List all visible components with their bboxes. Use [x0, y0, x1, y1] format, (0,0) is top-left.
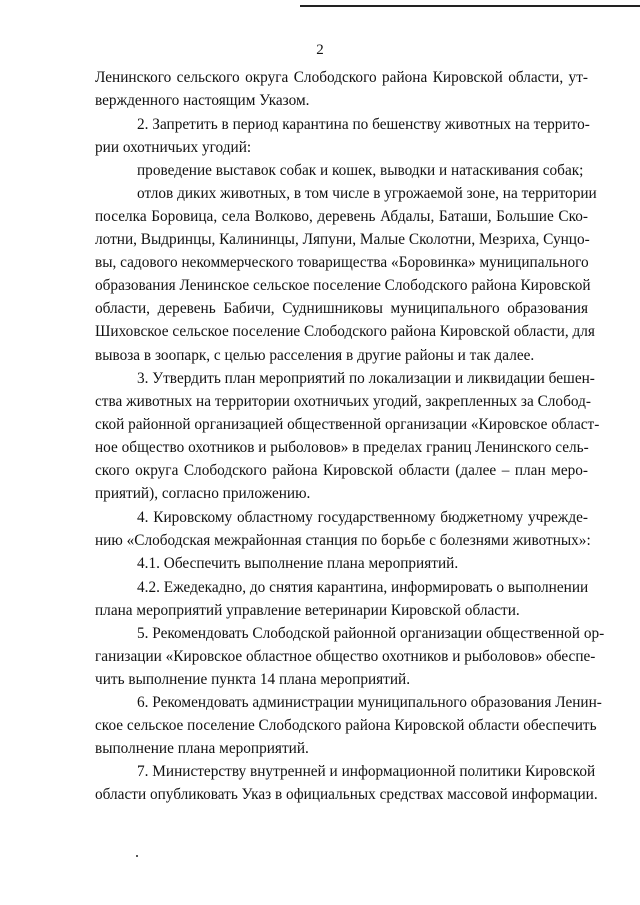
text-line: лотни, Выдринцы, Калининцы, Ляпуни, Малые Сколотни, Мезриха, Сунцо- — [95, 231, 590, 248]
text-line: ганизации «Кировское областное общество охотников и рыболовов» обеспе- — [95, 648, 596, 665]
text-line: ское сельское поселение Слободского района Кировской области обеспечить — [95, 717, 597, 734]
text-line: рии охотничьих угодий: — [95, 139, 252, 156]
text-line: вы, садового некоммерческого товарищества «Боровинка» муниципального — [95, 254, 589, 271]
text-line: 4.2. Ежедекадно, до снятия карантина, информировать о выполнении — [137, 579, 589, 596]
text-line: образования Ленинское сельское поселение Слободского района Кировской — [95, 277, 591, 294]
text-line: 4. Кировскому областному государственному бюджетному учрежде- — [137, 509, 588, 526]
text-line: Ленинского сельского округа Слободского района Кировской области, ут- — [95, 69, 588, 86]
text-line: 3. Утвердить план мероприятий по локализации и ликвидации бешен- — [137, 370, 595, 387]
text-line: 4.1. Обеспечить выполнение плана мероприятий. — [137, 555, 459, 572]
text-line: вывоза в зоопарк, с целью расселения в другие районы и так далее. — [95, 347, 535, 364]
text-line: приятий), согласно приложению. — [95, 485, 311, 502]
text-line: ской районной организацией общественной организации «Кировское област- — [95, 416, 600, 433]
text-line: области опубликовать Указ в официальных средствах массовой информации. — [95, 786, 598, 803]
scan-speck — [136, 855, 138, 857]
text-line: Шиховское сельское поселение Слободского района Кировской области, для — [95, 323, 595, 340]
text-line: области, деревень Бабичи, Суднишниковы муниципального образования — [95, 300, 588, 317]
text-line: поселка Боровица, села Волково, деревень Абдалы, Баташи, Большие Ско- — [95, 208, 588, 225]
text-line: ского округа Слободского района Кировской области (далее – план меро- — [95, 462, 588, 479]
page-number: 2 — [316, 42, 324, 58]
text-line: 5. Рекомендовать Слободской районной организации общественной ор- — [137, 625, 605, 642]
text-line: 7. Министерству внутренней и информационной политики Кировской — [137, 763, 596, 780]
text-line: выполнение плана мероприятий. — [95, 740, 309, 757]
text-line: чить выполнение пункта 14 плана мероприятий. — [95, 671, 411, 688]
text-line: ное общество охотников и рыболовов» в пределах границ Ленинского сель- — [95, 439, 589, 456]
text-line: проведение выставок собак и кошек, выводки и натаскивания собак; — [137, 162, 584, 179]
text-line: ства животных на территории охотничьих угодий, закрепленных за Слобод- — [95, 393, 591, 410]
text-line: плана мероприятий управление ветеринарии Кировской области. — [95, 602, 520, 619]
text-line: нию «Слободская межрайонная станция по борьбе с болезнями животных»: — [95, 532, 591, 549]
scan-top-rule — [300, 5, 640, 7]
text-line: 2. Запретить в период карантина по бешенству животных на террито- — [137, 116, 590, 133]
text-line: вержденного настоящим Указом. — [95, 92, 310, 109]
text-line: отлов диких животных, в том числе в угрожаемой зоне, на территории — [137, 185, 597, 202]
text-line: 6. Рекомендовать администрации муниципального образования Ленин- — [137, 694, 602, 711]
